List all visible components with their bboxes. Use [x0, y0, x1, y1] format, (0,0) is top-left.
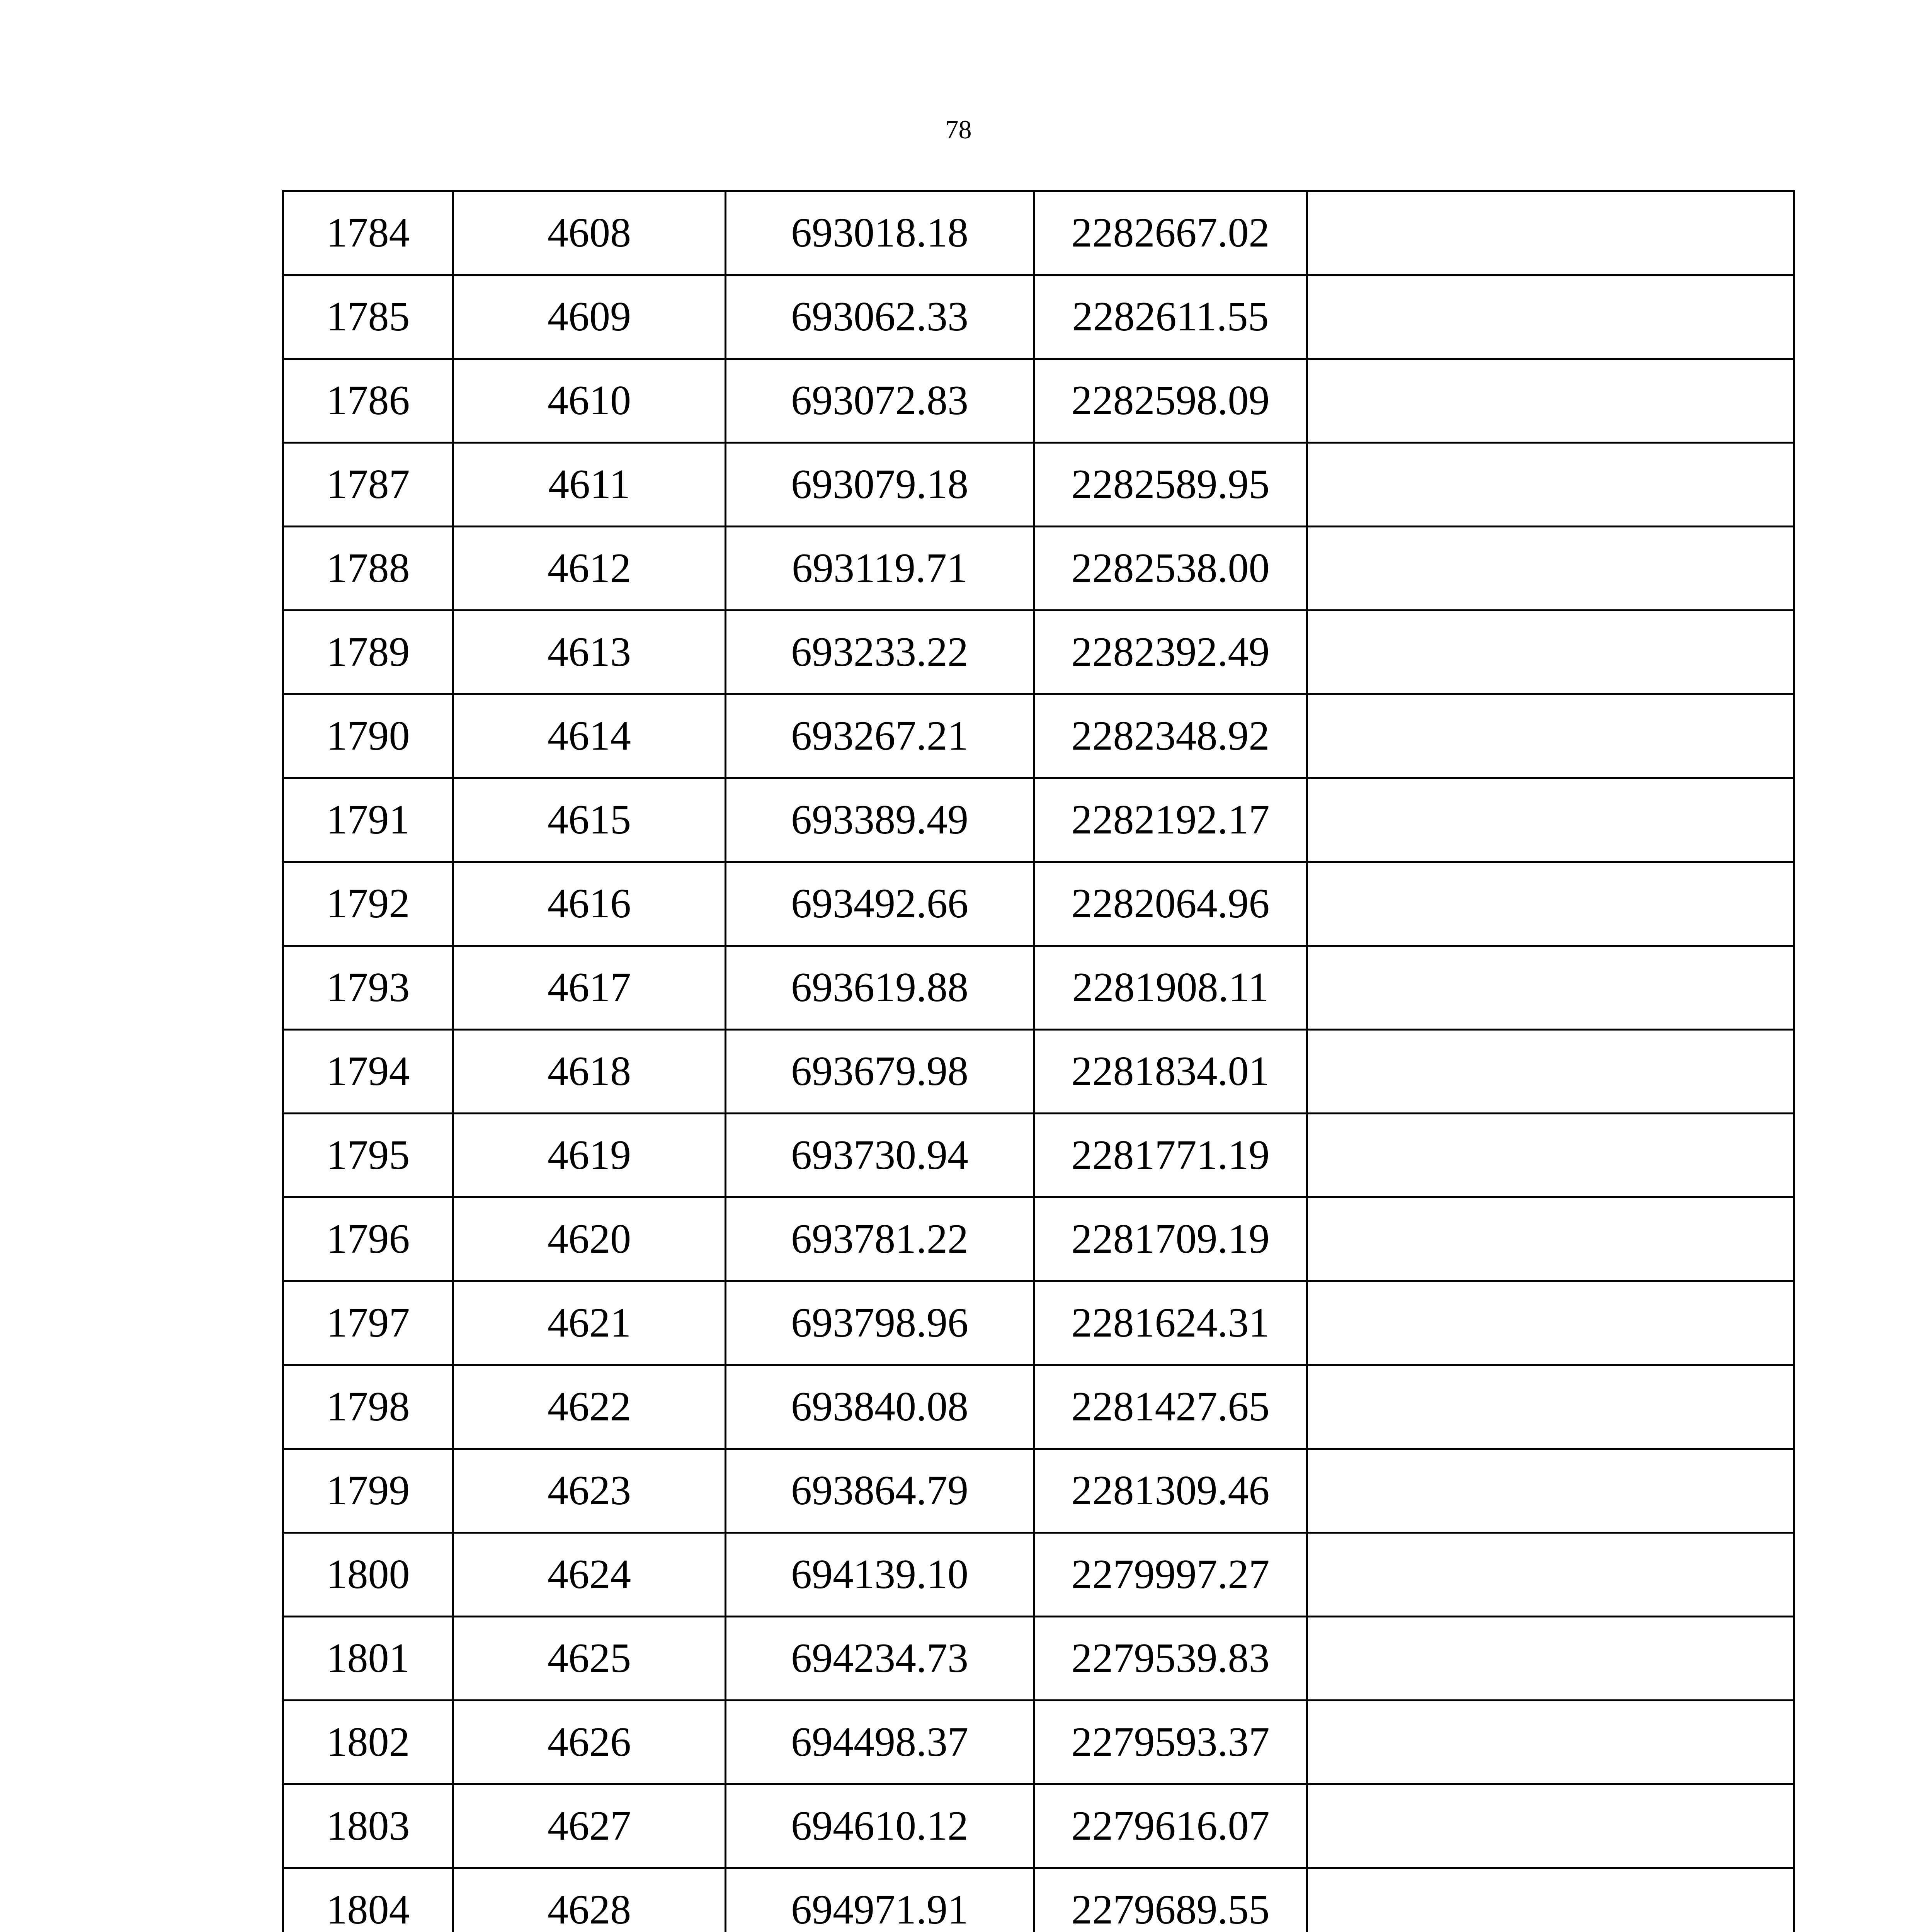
cell-x-coordinate: 693730.94 [726, 1114, 1034, 1197]
table-row [283, 1365, 1794, 1449]
cell-note [1307, 1281, 1794, 1365]
cell-note [1307, 1365, 1794, 1449]
cell-index: 1786 [283, 359, 453, 443]
cell-y-coordinate: 2279997.27 [1034, 1533, 1307, 1617]
cell-index: 1797 [283, 1281, 453, 1365]
cell-note [1307, 946, 1794, 1030]
cell-point-id: 4624 [453, 1533, 726, 1617]
table-row [283, 527, 1794, 611]
cell-x-coordinate: 693492.66 [726, 862, 1034, 946]
cell-y-coordinate: 2282192.17 [1034, 778, 1307, 862]
cell-note [1307, 1784, 1794, 1868]
cell-x-coordinate: 693233.22 [726, 611, 1034, 694]
cell-y-coordinate: 2281624.31 [1034, 1281, 1307, 1365]
cell-note [1307, 778, 1794, 862]
cell-x-coordinate: 693679.98 [726, 1030, 1034, 1114]
cell-note [1307, 1030, 1794, 1114]
table-row [283, 1701, 1794, 1784]
table-row [283, 946, 1794, 1030]
table-row [283, 1030, 1794, 1114]
cell-y-coordinate: 2281309.46 [1034, 1449, 1307, 1533]
table-row [283, 862, 1794, 946]
page-number-text: 78 [945, 115, 972, 144]
cell-y-coordinate: 2282538.00 [1034, 527, 1307, 611]
cell-point-id: 4617 [453, 946, 726, 1030]
cell-index: 1794 [283, 1030, 453, 1114]
cell-index: 1787 [283, 443, 453, 527]
table-row [283, 1197, 1794, 1281]
cell-y-coordinate: 2282611.55 [1034, 275, 1307, 359]
cell-point-id: 4619 [453, 1114, 726, 1197]
cell-y-coordinate: 2282598.09 [1034, 359, 1307, 443]
table-row [283, 1868, 1794, 1932]
page-number [0, 114, 1917, 145]
cell-index: 1798 [283, 1365, 453, 1449]
cell-x-coordinate: 694610.12 [726, 1784, 1034, 1868]
cell-index: 1796 [283, 1197, 453, 1281]
cell-x-coordinate: 693840.08 [726, 1365, 1034, 1449]
cell-x-coordinate: 693267.21 [726, 694, 1034, 778]
cell-x-coordinate: 693389.49 [726, 778, 1034, 862]
cell-point-id: 4628 [453, 1868, 726, 1932]
cell-point-id: 4620 [453, 1197, 726, 1281]
cell-x-coordinate: 693079.18 [726, 443, 1034, 527]
cell-point-id: 4621 [453, 1281, 726, 1365]
cell-y-coordinate: 2279539.83 [1034, 1617, 1307, 1701]
cell-index: 1785 [283, 275, 453, 359]
cell-index: 1790 [283, 694, 453, 778]
table-row [283, 1114, 1794, 1197]
cell-point-id: 4616 [453, 862, 726, 946]
coordinates-table-body [283, 191, 1794, 1932]
cell-point-id: 4613 [453, 611, 726, 694]
cell-note [1307, 1617, 1794, 1701]
cell-y-coordinate: 2282348.92 [1034, 694, 1307, 778]
cell-note [1307, 1533, 1794, 1617]
cell-point-id: 4608 [453, 191, 726, 275]
cell-point-id: 4618 [453, 1030, 726, 1114]
cell-y-coordinate: 2281834.01 [1034, 1030, 1307, 1114]
table-row [283, 275, 1794, 359]
cell-x-coordinate: 693062.33 [726, 275, 1034, 359]
table-row [283, 694, 1794, 778]
cell-point-id: 4627 [453, 1784, 726, 1868]
cell-point-id: 4615 [453, 778, 726, 862]
cell-x-coordinate: 693619.88 [726, 946, 1034, 1030]
cell-index: 1800 [283, 1533, 453, 1617]
cell-index: 1791 [283, 778, 453, 862]
cell-note [1307, 1701, 1794, 1784]
cell-y-coordinate: 2279616.07 [1034, 1784, 1307, 1868]
cell-y-coordinate: 2282064.96 [1034, 862, 1307, 946]
cell-y-coordinate: 2279689.55 [1034, 1868, 1307, 1932]
cell-y-coordinate: 2282392.49 [1034, 611, 1307, 694]
table-row [283, 191, 1794, 275]
cell-point-id: 4625 [453, 1617, 726, 1701]
cell-note [1307, 275, 1794, 359]
cell-note [1307, 527, 1794, 611]
cell-x-coordinate: 693798.96 [726, 1281, 1034, 1365]
cell-point-id: 4622 [453, 1365, 726, 1449]
cell-point-id: 4614 [453, 694, 726, 778]
cell-point-id: 4612 [453, 527, 726, 611]
cell-note [1307, 1449, 1794, 1533]
cell-note [1307, 862, 1794, 946]
cell-point-id: 4626 [453, 1701, 726, 1784]
cell-y-coordinate: 2282589.95 [1034, 443, 1307, 527]
table-row [283, 1617, 1794, 1701]
coordinates-table [282, 190, 1795, 1932]
cell-note [1307, 1868, 1794, 1932]
cell-index: 1793 [283, 946, 453, 1030]
cell-x-coordinate: 694498.37 [726, 1701, 1034, 1784]
cell-x-coordinate: 693072.83 [726, 359, 1034, 443]
cell-note [1307, 611, 1794, 694]
table-row [283, 1533, 1794, 1617]
cell-y-coordinate: 2279593.37 [1034, 1701, 1307, 1784]
table-row [283, 778, 1794, 862]
table-row [283, 443, 1794, 527]
cell-index: 1795 [283, 1114, 453, 1197]
cell-note [1307, 694, 1794, 778]
cell-y-coordinate: 2281908.11 [1034, 946, 1307, 1030]
cell-y-coordinate: 2282667.02 [1034, 191, 1307, 275]
table-row [283, 611, 1794, 694]
cell-x-coordinate: 693119.71 [726, 527, 1034, 611]
cell-point-id: 4609 [453, 275, 726, 359]
cell-note [1307, 191, 1794, 275]
cell-point-id: 4611 [453, 443, 726, 527]
cell-y-coordinate: 2281427.65 [1034, 1365, 1307, 1449]
table-row [283, 1784, 1794, 1868]
cell-x-coordinate: 693864.79 [726, 1449, 1034, 1533]
cell-index: 1784 [283, 191, 453, 275]
cell-index: 1804 [283, 1868, 453, 1932]
cell-y-coordinate: 2281771.19 [1034, 1114, 1307, 1197]
cell-x-coordinate: 694139.10 [726, 1533, 1034, 1617]
cell-index: 1788 [283, 527, 453, 611]
cell-point-id: 4623 [453, 1449, 726, 1533]
cell-x-coordinate: 693018.18 [726, 191, 1034, 275]
cell-y-coordinate: 2281709.19 [1034, 1197, 1307, 1281]
cell-index: 1802 [283, 1701, 453, 1784]
cell-index: 1801 [283, 1617, 453, 1701]
cell-x-coordinate: 694234.73 [726, 1617, 1034, 1701]
table-row [283, 359, 1794, 443]
cell-index: 1792 [283, 862, 453, 946]
table-row [283, 1449, 1794, 1533]
cell-note [1307, 359, 1794, 443]
cell-index: 1789 [283, 611, 453, 694]
cell-note [1307, 443, 1794, 527]
cell-index: 1803 [283, 1784, 453, 1868]
cell-index: 1799 [283, 1449, 453, 1533]
cell-x-coordinate: 693781.22 [726, 1197, 1034, 1281]
table-row [283, 1281, 1794, 1365]
cell-note [1307, 1197, 1794, 1281]
cell-point-id: 4610 [453, 359, 726, 443]
cell-x-coordinate: 694971.91 [726, 1868, 1034, 1932]
cell-note [1307, 1114, 1794, 1197]
